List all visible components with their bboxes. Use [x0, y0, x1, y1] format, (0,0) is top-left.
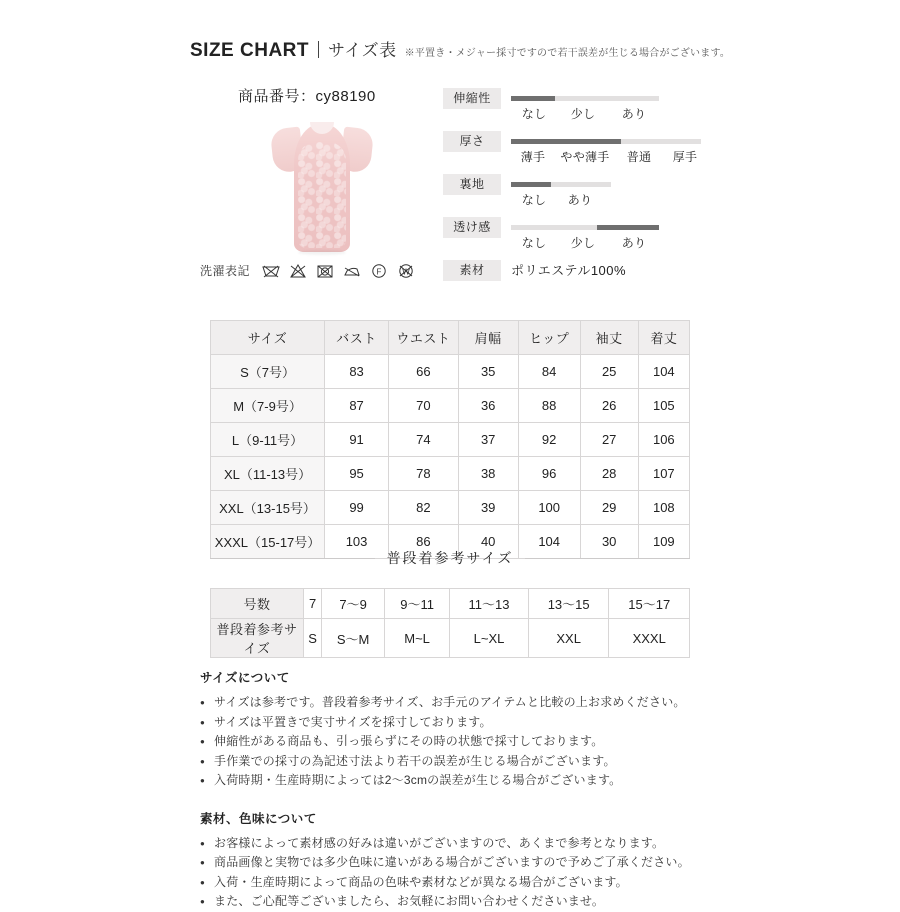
cell-length: 106	[638, 423, 689, 457]
cell-size: M~L	[385, 619, 450, 658]
cell-number: 7〜9	[322, 589, 385, 619]
stretch-option-none: なし	[521, 107, 547, 121]
property-stretch-label: 伸縮性	[443, 88, 501, 109]
thickness-option-normal: 普通	[626, 150, 652, 164]
cell-hip: 96	[518, 457, 580, 491]
cell-size: S〜M	[322, 619, 385, 658]
sheerness-option-none: なし	[521, 236, 547, 250]
cell-hip: 104	[518, 525, 580, 559]
cell-waist: 74	[389, 423, 459, 457]
cell-sleeve: 25	[580, 355, 638, 389]
property-stretch	[443, 88, 703, 122]
cell-size: L（9-11号）	[211, 423, 325, 457]
cell-waist: 82	[389, 491, 459, 525]
lining-option-none: なし	[521, 193, 547, 207]
product-number	[238, 85, 376, 106]
thickness-option-slightly-thin: やや薄手	[560, 150, 610, 164]
cell-size: XXL	[528, 619, 609, 658]
list-item: ● お客様によって素材感の好みは違いがございますので、あくまで参考となります。	[200, 834, 720, 854]
cell-shoulder: 39	[458, 491, 518, 525]
lining-meter	[511, 182, 611, 187]
list-item: ● 商品画像と実物では多少色味に違いがある場合がございますので予めご了承ください。	[200, 853, 720, 873]
stretch-option-yes: あり	[621, 107, 647, 121]
col-waist: ウエスト	[389, 321, 459, 355]
cell-bust: 83	[325, 355, 389, 389]
stretch-meter-fill	[511, 96, 555, 101]
property-material	[443, 260, 703, 282]
everyday-size-title: 普段着参考サイズ	[386, 550, 514, 566]
everyday-number-row	[211, 589, 690, 619]
property-list	[443, 88, 703, 291]
thickness-option-thin: 薄手	[520, 150, 546, 164]
cell-shoulder: 36	[458, 389, 518, 423]
notes-size-list	[200, 693, 720, 791]
thickness-meter	[511, 139, 701, 144]
property-sheerness-label: 透け感	[443, 217, 501, 238]
everyday-size-table	[210, 588, 690, 658]
table-row	[211, 491, 690, 525]
cell-hip: 84	[518, 355, 580, 389]
title-divider	[318, 41, 319, 58]
cell-sleeve: 30	[580, 525, 638, 559]
cell-size: XXXL	[609, 619, 690, 658]
property-thickness-value	[511, 131, 707, 165]
cell-bust: 103	[325, 525, 389, 559]
list-item: ● 入荷時期・生産時期によっては2〜3cmの誤差が生じる場合がございます。	[200, 771, 720, 791]
stretch-option-little: 少し	[570, 107, 596, 121]
list-item: ● 手作業での採寸の為記述寸法より若干の誤差が生じる場合がございます。	[200, 752, 720, 772]
cell-shoulder: 40	[458, 525, 518, 559]
stretch-meter	[511, 96, 659, 101]
cell-sleeve: 28	[580, 457, 638, 491]
product-image	[258, 108, 386, 256]
thickness-option-thick: 厚手	[672, 150, 698, 164]
svg-text:W: W	[402, 267, 410, 276]
cell-shoulder: 38	[458, 457, 518, 491]
cell-number: 15〜17	[609, 589, 690, 619]
product-number-value: cy88190	[315, 88, 376, 105]
property-thickness	[443, 131, 703, 165]
list-item: ● また、ご心配等ございましたら、お気軽にお問い合わせくださいませ。	[200, 892, 720, 912]
sheerness-option-yes: あり	[621, 236, 647, 250]
no-machine-wash-icon	[262, 263, 280, 279]
wash-care-icons	[262, 263, 415, 279]
sheerness-scale	[511, 234, 659, 251]
lining-scale	[511, 191, 611, 208]
cell-waist: 70	[389, 389, 459, 423]
col-hip: ヒップ	[518, 321, 580, 355]
notes-material-heading: 素材、色味について	[200, 811, 317, 826]
thickness-scale	[511, 148, 707, 165]
cell-size: XXXL（15-17号）	[211, 525, 325, 559]
cell-length: 105	[638, 389, 689, 423]
col-shoulder: 肩幅	[458, 321, 518, 355]
size-measurement-table	[210, 320, 690, 559]
measurement-note: ※平置き・メジャー採寸ですので若干誤差が生じる場合がございます。	[404, 48, 731, 59]
cell-shoulder: 37	[458, 423, 518, 457]
cell-hip: 100	[518, 491, 580, 525]
table-row	[211, 423, 690, 457]
no-iron-icon	[343, 263, 361, 279]
cell-bust: 95	[325, 457, 389, 491]
list-item: ● 伸縮性がある商品も、引っ張らずにその時の状態で採寸しております。	[200, 732, 720, 752]
list-item: ● サイズは参考です。普段着参考サイズ、お手元のアイテムと比較の上お求めください。	[200, 693, 720, 713]
cell-number: 7	[304, 589, 322, 619]
product-number-label: 商品番号：	[238, 88, 316, 105]
no-bleach-icon	[289, 263, 307, 279]
cell-waist: 66	[389, 355, 459, 389]
cell-hip: 92	[518, 423, 580, 457]
cell-bust: 87	[325, 389, 389, 423]
cell-length: 107	[638, 457, 689, 491]
table-row	[211, 355, 690, 389]
property-stretch-value	[511, 88, 659, 122]
table-row	[211, 389, 690, 423]
property-sheerness	[443, 217, 703, 251]
wash-care-label: 洗濯表記	[200, 264, 251, 278]
cell-waist: 78	[389, 457, 459, 491]
cell-number: 9〜11	[385, 589, 450, 619]
no-wet-clean-icon	[397, 263, 415, 279]
sheerness-meter-fill	[597, 225, 659, 230]
wash-care-section	[200, 262, 415, 279]
svg-text:F: F	[376, 267, 382, 276]
page-title-en: SIZE CHART	[190, 40, 309, 61]
property-material-label: 素材	[443, 260, 501, 281]
lining-meter-fill	[511, 182, 551, 187]
col-size: サイズ	[211, 321, 325, 355]
no-tumble-dry-icon	[316, 263, 334, 279]
everyday-size-row	[211, 619, 690, 658]
cell-length: 104	[638, 355, 689, 389]
thickness-meter-fill	[511, 139, 621, 144]
dress-body	[294, 124, 350, 252]
table-header-row	[211, 321, 690, 355]
heading-rule-left	[210, 558, 375, 559]
cell-bust: 91	[325, 423, 389, 457]
lining-option-yes: あり	[567, 193, 593, 207]
cell-number: 13〜15	[528, 589, 609, 619]
dress-shadow	[298, 250, 346, 255]
cell-size: XL（11-13号）	[211, 457, 325, 491]
cell-shoulder: 35	[458, 355, 518, 389]
cell-bust: 99	[325, 491, 389, 525]
cell-size: S（7号）	[211, 355, 325, 389]
cell-length: 109	[638, 525, 689, 559]
notes-size-heading: サイズについて	[200, 671, 290, 685]
cell-waist: 86	[389, 525, 459, 559]
notes-section	[200, 668, 720, 912]
table-row	[211, 457, 690, 491]
cell-hip: 88	[518, 389, 580, 423]
property-material-value: ポリエステル100%	[511, 263, 627, 278]
cell-sleeve: 27	[580, 423, 638, 457]
list-item: ● サイズは平置きで実寸サイズを採寸しております。	[200, 713, 720, 733]
col-bust: バスト	[325, 321, 389, 355]
row-label-number: 号数	[211, 589, 304, 619]
cell-length: 108	[638, 491, 689, 525]
property-lining-label: 裏地	[443, 174, 501, 195]
everyday-size-heading	[210, 548, 690, 568]
cell-number: 11〜13	[450, 589, 529, 619]
property-lining-value	[511, 174, 611, 208]
cell-size: XXL（13-15号）	[211, 491, 325, 525]
sheerness-option-little: 少し	[570, 236, 596, 250]
stretch-scale	[511, 105, 659, 122]
page-header	[190, 36, 730, 62]
cell-size: L~XL	[450, 619, 529, 658]
cell-size: M（7-9号）	[211, 389, 325, 423]
row-label-size: 普段着参考サイズ	[211, 619, 304, 658]
property-sheerness-value	[511, 217, 659, 251]
page-title-jp: サイズ表	[328, 41, 397, 60]
cell-sleeve: 26	[580, 389, 638, 423]
dress-illustration	[258, 108, 386, 256]
sheerness-meter	[511, 225, 659, 230]
col-length: 着丈	[638, 321, 689, 355]
dry-clean-f-icon	[370, 263, 388, 279]
heading-rule-right	[525, 558, 690, 559]
list-item: ● 入荷・生産時期によって商品の色味や素材などが異なる場合がございます。	[200, 873, 720, 893]
col-sleeve: 袖丈	[580, 321, 638, 355]
property-lining	[443, 174, 703, 208]
cell-size: S	[304, 619, 322, 658]
cell-sleeve: 29	[580, 491, 638, 525]
property-thickness-label: 厚さ	[443, 131, 501, 152]
